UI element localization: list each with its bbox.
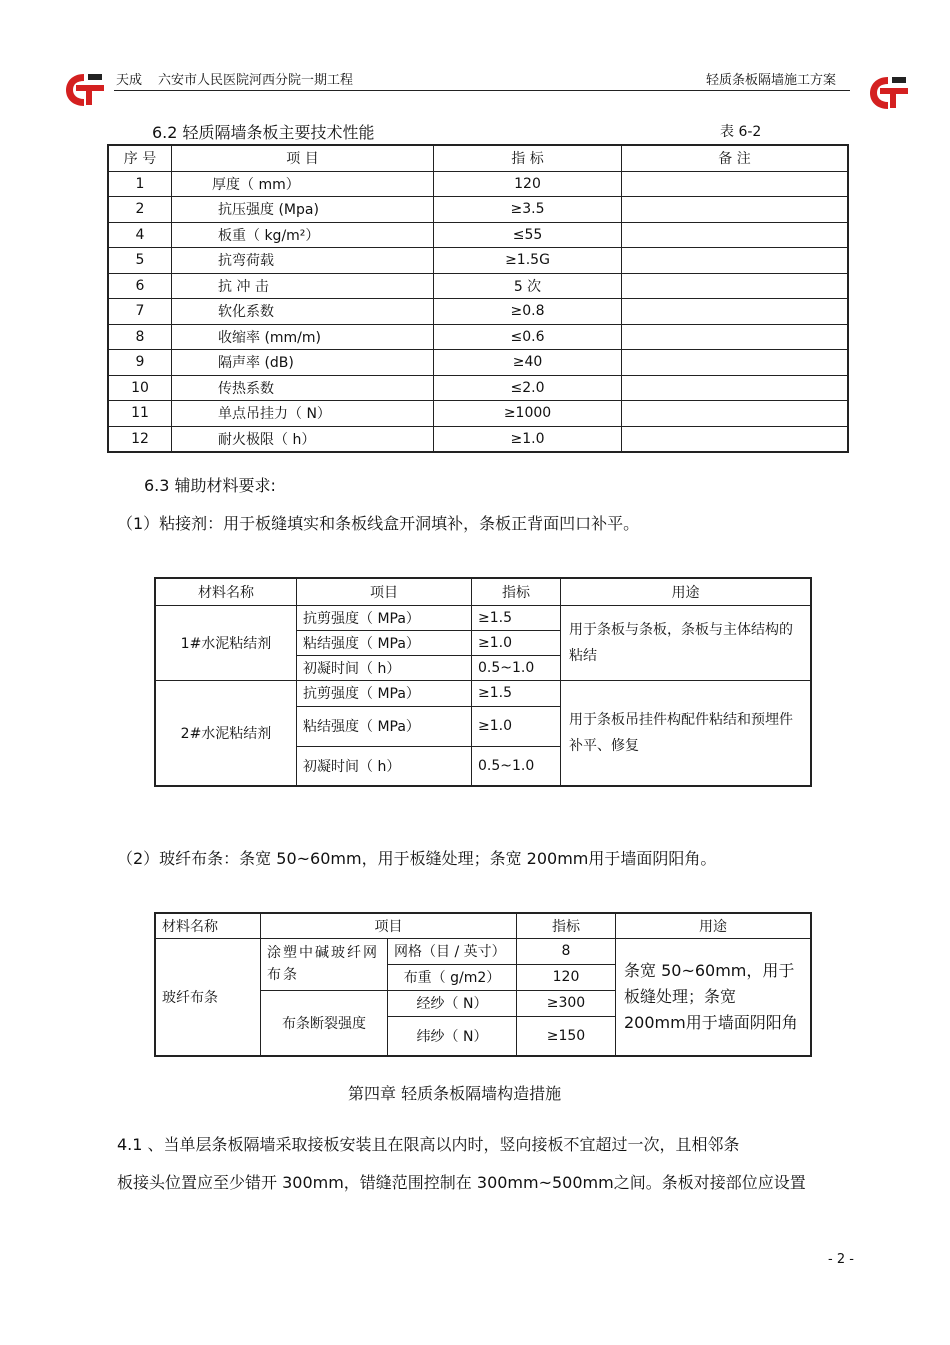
row-item: 传热系数: [172, 375, 434, 401]
row-no: 10: [108, 375, 172, 401]
col-value: 指 标: [434, 145, 622, 171]
row-item: 经纱（ N）: [388, 990, 517, 1016]
col-no: 序 号: [108, 145, 172, 171]
col-use: 用途: [561, 578, 812, 605]
row-no: 11: [108, 401, 172, 427]
row-value: ≥3.5: [434, 197, 622, 223]
fiberglass-paragraph: （2）玻纤布条：条宽 50~60mm，用于板缝处理；条宽 200mm用于墙面阴阳角。: [117, 849, 717, 868]
row-value: 120: [434, 171, 622, 197]
company-logo-right: [866, 73, 910, 113]
table-row: [155, 938, 811, 964]
sub-material-1: 涂塑中碱玻纤网布条: [261, 938, 388, 990]
row-value: 120: [517, 964, 616, 990]
table-row: [108, 426, 848, 452]
row-note: [622, 375, 849, 401]
row-item: 抗 冲 击: [172, 273, 434, 299]
row-no: 9: [108, 350, 172, 376]
row-item: 初凝时间（ h）: [297, 655, 472, 680]
col-material-name: 材料名称: [155, 578, 297, 605]
table-row: [108, 273, 848, 299]
header-project: 六安市人民医院河西分院一期工程: [158, 73, 354, 88]
row-value: ≤2.0: [434, 375, 622, 401]
row-value: ≥150: [517, 1016, 616, 1056]
row-note: [622, 401, 849, 427]
row-value: ≤55: [434, 222, 622, 248]
row-value: ≥1.0: [472, 630, 561, 655]
row-note: [622, 171, 849, 197]
row-note: [622, 426, 849, 452]
row-value: 5 次: [434, 273, 622, 299]
row-value: 8: [517, 938, 616, 964]
row-value: 0.5~1.0: [472, 746, 561, 786]
section-6-3-title: 6.3 辅助材料要求:: [144, 476, 276, 495]
page-number: - 2 -: [828, 1252, 854, 1267]
table-header-row: [155, 578, 811, 605]
row-no: 8: [108, 324, 172, 350]
col-use: 用途: [616, 913, 812, 938]
row-item: 耐火极限（ h）: [172, 426, 434, 452]
adhesive-table: [154, 577, 812, 787]
company-logo-left: [62, 70, 106, 110]
col-value: 指标: [472, 578, 561, 605]
row-no: 6: [108, 273, 172, 299]
row-no: 4: [108, 222, 172, 248]
table-row: [108, 171, 848, 197]
row-value: ≤0.6: [434, 324, 622, 350]
material-name-2: 2#水泥粘结剂: [155, 680, 297, 786]
col-material-name: 材料名称: [155, 913, 261, 938]
row-item: 抗压强度 (Mpa): [172, 197, 434, 223]
row-value: ≥1.5: [472, 680, 561, 706]
header-doc-title: 轻质条板隔墙施工方案: [706, 73, 837, 88]
table-row: [108, 248, 848, 274]
header-rule: [114, 90, 850, 91]
row-note: [622, 273, 849, 299]
row-no: 7: [108, 299, 172, 325]
fiberglass-table: [154, 912, 812, 1057]
table-row: [108, 222, 848, 248]
row-value: ≥1.5G: [434, 248, 622, 274]
row-note: [622, 350, 849, 376]
header-company: 天成: [116, 73, 143, 88]
table-row: [155, 605, 811, 630]
table-row: [155, 680, 811, 706]
material-use-2: 用于条板吊挂件构配件粘结和预埋件补平、修复: [561, 680, 812, 786]
row-note: [622, 222, 849, 248]
col-value: 指标: [517, 913, 616, 938]
row-item: 软化系数: [172, 299, 434, 325]
row-item: 单点吊挂力（ N）: [172, 401, 434, 427]
adhesive-paragraph: （1）粘接剂：用于板缝填实和条板线盒开洞填补，条板正背面凹口补平。: [117, 514, 640, 533]
row-item: 板重（ kg/m²）: [172, 222, 434, 248]
material-name: 玻纤布条: [155, 938, 261, 1056]
table-header-row: [108, 145, 848, 171]
material-use: 条宽 50~60mm，用于板缝处理；条宽 200mm用于墙面阴阳角: [616, 938, 812, 1056]
row-value: ≥1.0: [434, 426, 622, 452]
row-value: ≥40: [434, 350, 622, 376]
material-name-1: 1#水泥粘结剂: [155, 605, 297, 680]
row-no: 12: [108, 426, 172, 452]
table-row: [108, 375, 848, 401]
row-no: 5: [108, 248, 172, 274]
table-row: [108, 197, 848, 223]
row-note: [622, 197, 849, 223]
section-6-2-title: 6.2 轻质隔墙条板主要技术性能: [152, 123, 375, 142]
row-no: 1: [108, 171, 172, 197]
table-row: [108, 324, 848, 350]
material-use-1: 用于条板与条板，条板与主体结构的粘结: [561, 605, 812, 680]
row-item: 隔声率 (dB): [172, 350, 434, 376]
table-row: [108, 401, 848, 427]
row-value: ≥300: [517, 990, 616, 1016]
row-item: 网格（目 / 英寸）: [388, 938, 517, 964]
row-value: ≥1.0: [472, 706, 561, 746]
col-item: 项 目: [172, 145, 434, 171]
tech-performance-table: [107, 144, 849, 453]
row-item: 粘结强度（ MPa）: [297, 706, 472, 746]
row-item: 抗剪强度（ MPa）: [297, 605, 472, 630]
sub-material-2: 布条断裂强度: [261, 990, 388, 1056]
row-item: 布重（ g/m2）: [388, 964, 517, 990]
row-value: ≥0.8: [434, 299, 622, 325]
table-header-row: [155, 913, 811, 938]
row-note: [622, 248, 849, 274]
chapter-paragraph-line-1: 4.1 、当单层条板隔墙采取接板安装且在限高以内时，竖向接板不宜超过一次，且相邻条: [117, 1135, 740, 1154]
row-item: 初凝时间（ h）: [297, 746, 472, 786]
row-item: 抗剪强度（ MPa）: [297, 680, 472, 706]
row-item: 抗弯荷载: [172, 248, 434, 274]
col-item: 项目: [261, 913, 517, 938]
row-note: [622, 324, 849, 350]
table-row: [108, 299, 848, 325]
chapter-title: 第四章 轻质条板隔墙构造措施: [348, 1084, 562, 1103]
row-item: 粘结强度（ MPa）: [297, 630, 472, 655]
row-value: 0.5~1.0: [472, 655, 561, 680]
row-note: [622, 299, 849, 325]
chapter-paragraph-line-2: 板接头位置应至少错开 300mm，错缝范围控制在 300mm~500mm之间。条板对接部位应设置: [117, 1173, 806, 1192]
table-number: 表 6-2: [720, 124, 762, 140]
row-item: 纬纱（ N）: [388, 1016, 517, 1056]
row-item: 收缩率 (mm/m): [172, 324, 434, 350]
col-note: 备 注: [622, 145, 849, 171]
table-row: [108, 350, 848, 376]
row-item: 厚度（ mm）: [172, 171, 434, 197]
col-item: 项目: [297, 578, 472, 605]
row-value: ≥1000: [434, 401, 622, 427]
row-value: ≥1.5: [472, 605, 561, 630]
row-no: 2: [108, 197, 172, 223]
